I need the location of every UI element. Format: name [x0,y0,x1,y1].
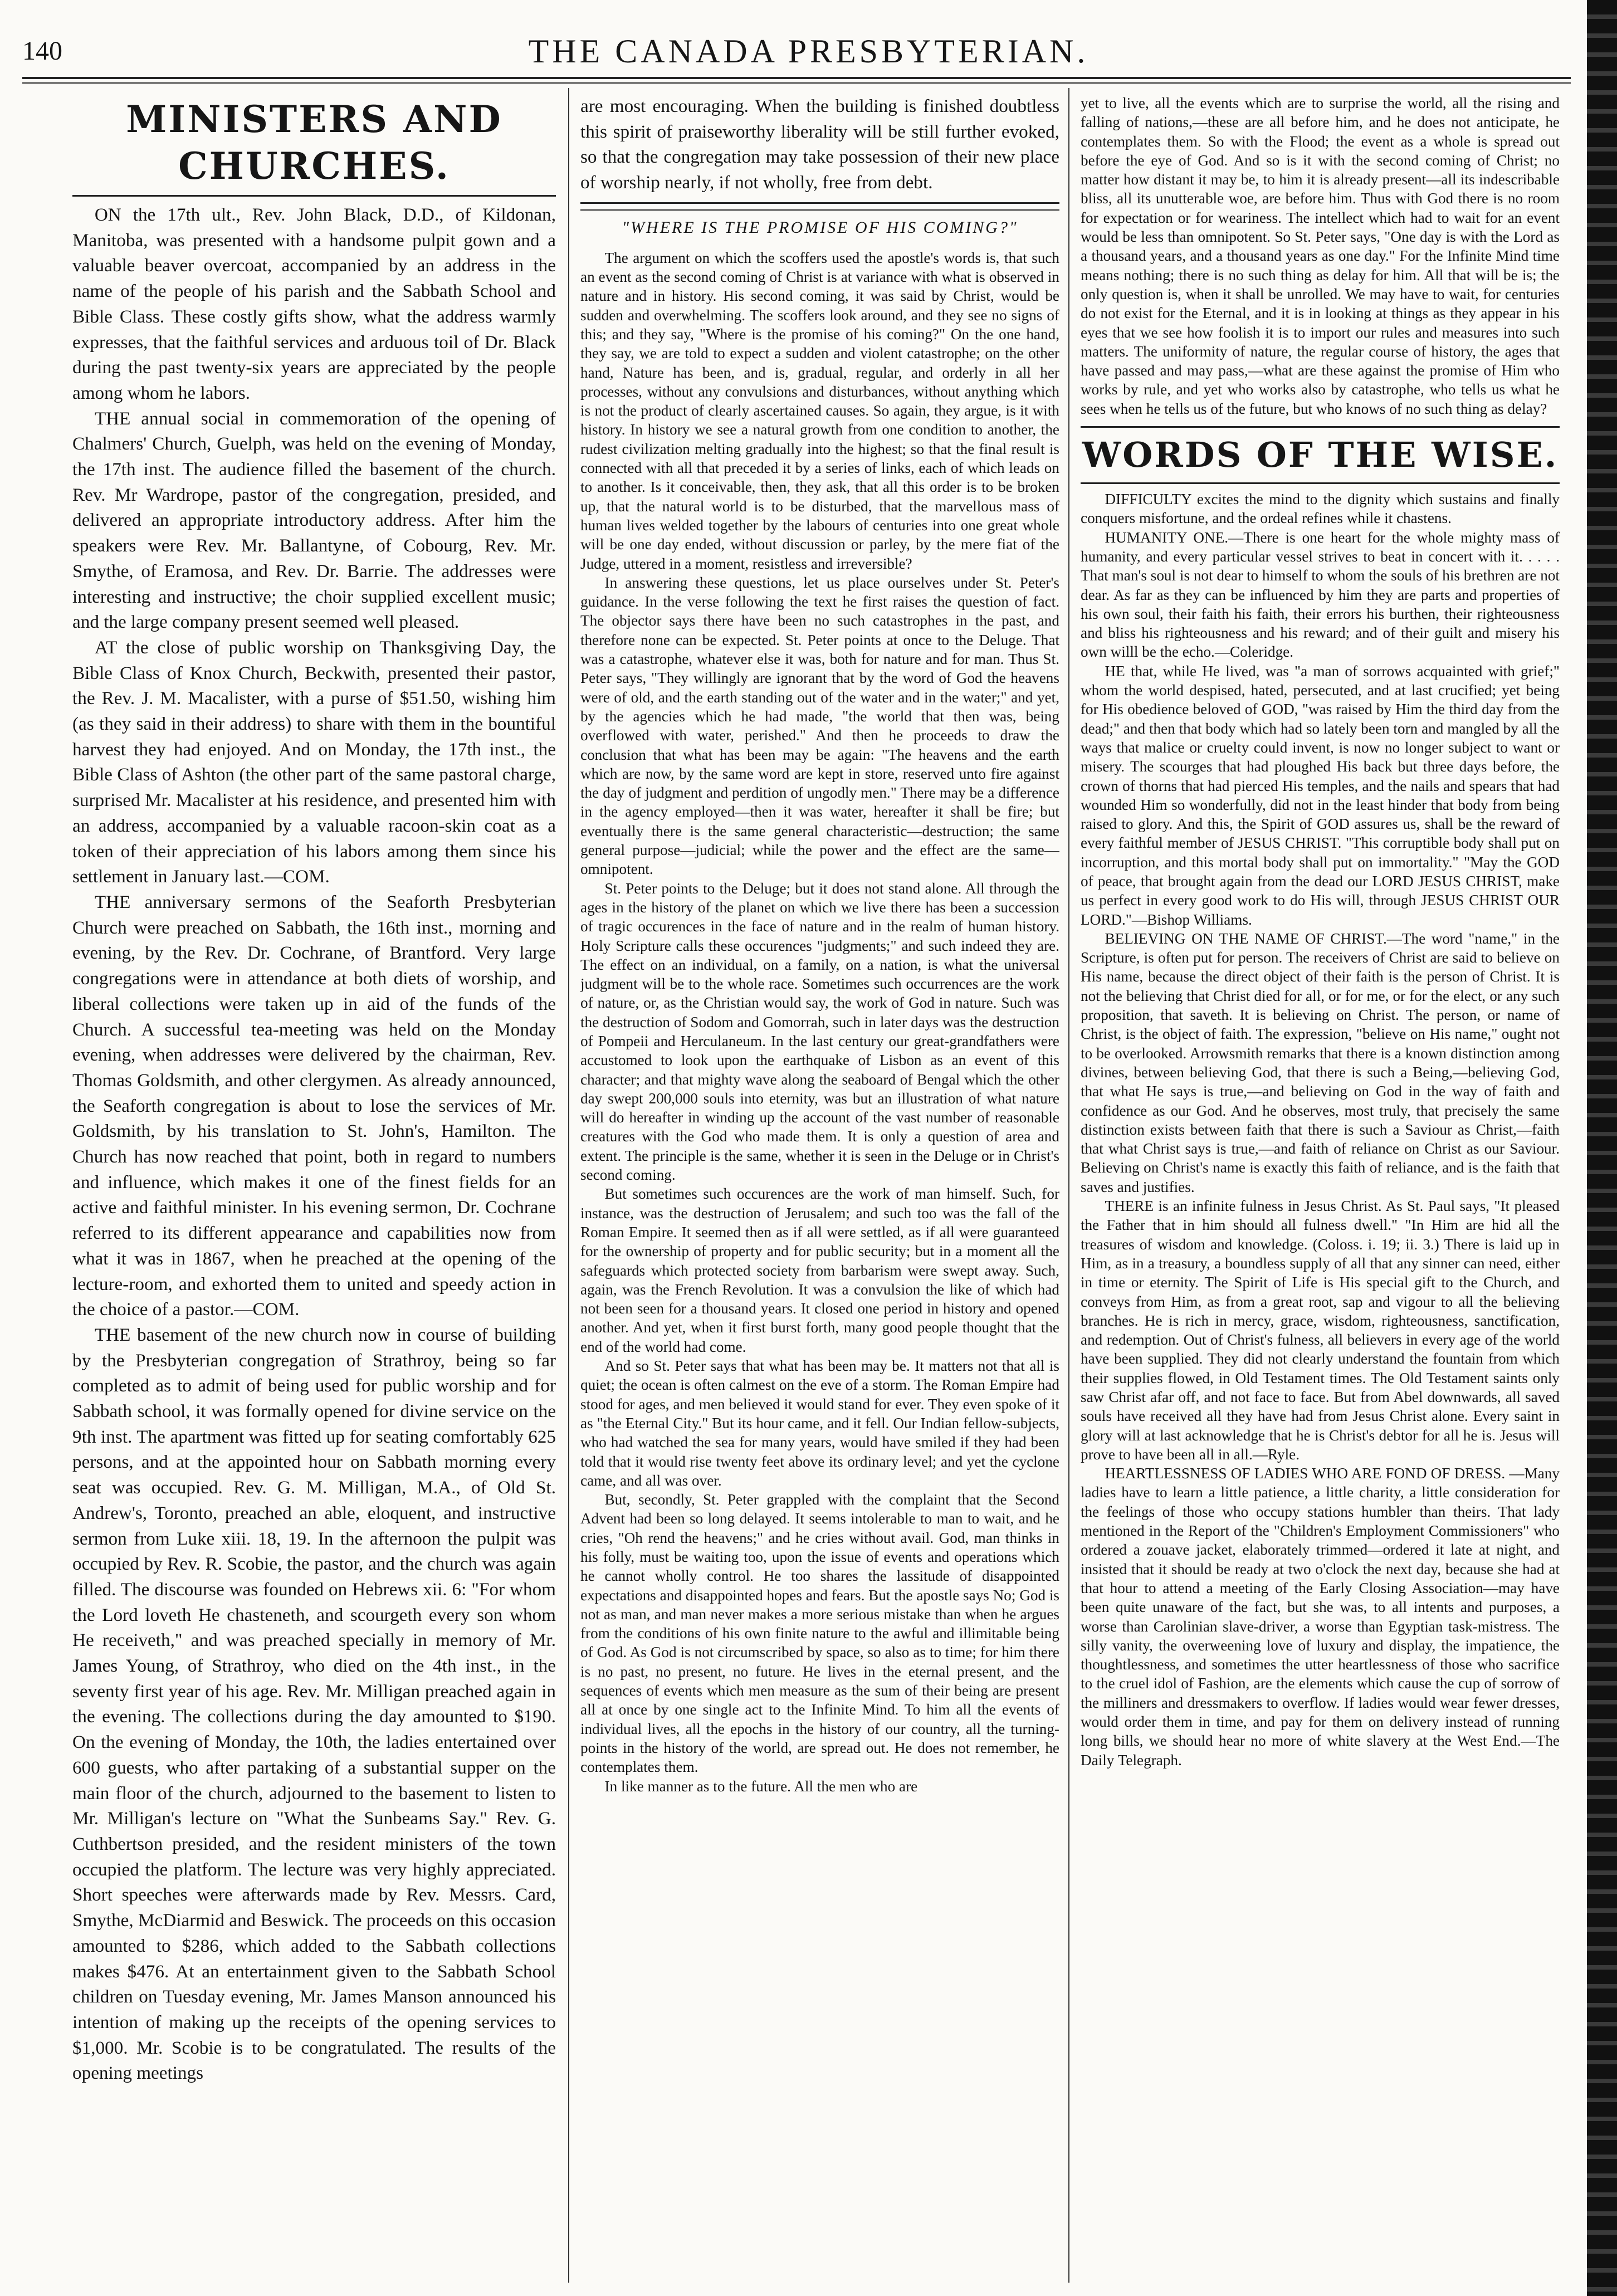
section-title-ministers-and-churches: MINISTERS AND CHURCHES. [126,97,502,188]
column-right [1081,94,1560,2283]
news-paragraph: THE annual social in commemoration of the opening of Chalmers' Church, Guelph, was held on the evening of Monday, the 17th inst. The audience filled the basement of the church. Rev. Mr Wardrope, pastor of the congregation, presided, and delivered an appropriate introductory address. After him the speakers were Rev. Mr. Ballantyne, of Cobourg, Rev. Mr. Smythe, of Eramosa, and Rev. Dr. Barrie. The addresses were interesting and instructive; the choir supplied excellent music; and the large company present seemed well pleased. [72,408,556,633]
masthead-title: THE CANADA PRESBYTERIAN. [528,33,1089,70]
scan-edge-strip [1587,0,1617,2296]
continued-paragraph: are most encouraging. When the building is finished doubtless this spirit of praiseworthy liberality will be still further evoked, so that the congregation may take possession of their new place of worship nearly, if not wholly, free from debt. [580,96,1059,193]
article-paragraph: St. Peter points to the Deluge; but it does not stand alone. All through the ages in the history of the planet on which we live there has been a succession of tragic occurences in the face of nature and in the realm of human history. Holy Scripture calls these occurences "judgments;" and such indeed they are. The effect on an individual, on a family, on a nation, is what the universal judgment will be to the whole race. Sometimes such occurrences are the work of nature, or, as the Christian would say, the work of God in nature. Such was the destruction of Sodom and Gomorrah, such in later days was the destruction of Pompeii and Herculaneum. In the last century our great-grandfathers were accustomed to look upon the earthquake of Lisbon as an event of this character; and that mighty wave along the seaboard of Bengal which the other day swept 200,000 souls into eternity, was but an illustration of what nature will do hereafter in winding up the account of the vast number of reasonable creatures with the God who made them. It is only a question of area and extent. The principle is the same, whether it is seen in the Deluge or in Christ's second coming. [580,880,1059,1184]
news-paragraph: ON the 17th ult., Rev. John Black, D.D., of Kildonan, Manitoba, was presented with a handsome pulpit gown and a valuable beaver overcoat, accompanied by an address in the name of the people of his parish and the Sabbath School and Bible Class. These costly gifts show, what the address warmly expresses, that the faithful services and arduous toil of Dr. Black during the past twenty-six years are appreciated by the people among whom he labors. [72,204,556,403]
article-paragraph: In like manner as to the future. All the men who are [604,1777,918,1795]
article-rule-thin [580,209,1059,211]
news-paragraph: THE anniversary sermons of the Seaforth Presbyterian Church were preached on Sabbath, the 16th inst., morning and evening, by the Rev. Dr. Cochrane, of Brantford. Very large congregations were in attendance at both diets of worship, and liberal collections were taken up in aid of the funds of the Church. A successful tea-meeting was held on the Monday evening, when addresses were delivered by the chairman, Rev. Thomas Goldsmith, and other clergymen. As already announced, the Seaforth congregation is about to lose the services of Mr. Goldsmith, by his translation to St. John's, Hamilton. The Church has now reached that point, both in regard to numbers and influence, which makes it one of the finest fields for an active and faithful minister. In his evening sermon, Dr. Cochrane referred to its different appearance and capabilities now from what it was in 1867, when he preached at the opening of the lecture-room, and exhorted them to united and speedy action in the choice of a pastor.—COM. [72,891,556,1320]
section-rule [1081,426,1560,428]
quote-paragraph: HUMANITY ONE.—There is one heart for the whole mighty mass of humanity, and every particular vessel strives to beat in concert with it. . . . . That man's soul is not dear to himself to whom the souls of his brethren are not dear. As far as they can be influenced by him they are parts and properties of his own soul, their faith his faith, their errors his burthen, their righteousness and bliss his righteousness and his reward; and of their guilt and misery his own willl be the echo.—Coleridge. [1081,529,1560,661]
column-ministers-and-churches [72,94,556,2283]
quote-paragraph: BELIEVING ON THE NAME OF CHRIST.—The word "name," in the Scripture, is often put for person. The receivers of Christ are said to believe on His name, because the direct object of their faith is the person of Christ. It is not the believing that Christ died for all, or for me, or for the elect, or any such proposition, that saveth. It is believing on Christ. The person, or name of Christ, is the object of faith. The expression, "believe on His name," ought not to be overlooked. Arrowsmith remarks that there is a known distinction among divines, between believing God, that there is such a Being,—believing God, that what He says is true,—and believing on God in the way of faith and confidence as our God. And he observes, most truly, that precisely the same distinction exists between faith that there is such a Saviour as Christ,—faith that what Christ says is true,—and faith of reliance on Christ as our Saviour. Believing on Christ's name is exactly this faith of reliance, and is the faith that saves and justifies. [1081,930,1560,1195]
article-paragraph: The argument on which the scoffers used the apostle's words is, that such an event as the second coming of Christ is at variance with what is observed in nature and in history. His second coming, it was said by Christ, would be sudden and overwhelming. The scoffers look around, and they see no signs of this; and they say, "Where is the promise of his coming?" On the one hand, they say, we are told to expect a sudden and violent catastrophe; on the other hand, Nature has been, and is, gradual, regular, and orderly in all her processes, without any convulsions and disturbances, without anything which is not the product of clearly ascertained causes. So again, they argue, is it with history. In history we see a natural growth from one condition to another, the rudest civilization melting gradually into the highest; so that the final result is connected with all that preceded it by a series of links, each of which leads on to another. Is it conceivable, then, they ask, that all this order is to be broken up, that the natural world is to be disturbed, that the marvellous mass of human lives welded together by the labours of centuries into one great whole will be one day ended, without discussion or parley, by the mere fiat of the Judge, uttered in a moment, resistless and irreversible? [580,249,1059,572]
quote-paragraph: DIFFICULTY excites the mind to the dignity which sustains and finally conquers misfortune, and the ordeal refines while it chastens. [1081,491,1560,527]
quote-paragraph: THERE is an infinite fulness in Jesus Christ. As St. Paul says, "It pleased the Father that in him should all fulness dwell." "In Him are hid all the treasures of wisdom and knowledge. (Coloss. i. 19; ii. 3.) There is laid up in Him, as in a treasury, a boundless supply of all that any sinner can need, either in time or eternity. The Spirit of Life is His special gift to the Church, and conveys from Him, as from a great root, sap and vigour to all the believing branches. He is rich in mercy, grace, wisdom, righteousness, sanctification, and redemption. Out of Christ's fulness, all believers in every age of the world have been supplied. They did not clearly understand the fountain from which their supplies flowed, in Old Testament times. The Old Testament saints only saw Christ afar off, and not face to face. But from Abel downwards, all saved souls have received all they have had from Jesus Christ alone. Every saint in glory will at last acknowledge that he is Christ's debtor for all he is. Jesus will prove to have been all in all.—Ryle. [1081,1198,1560,1463]
masthead-rule [22,77,1571,79]
section-rule [72,195,556,197]
article-paragraph: In answering these questions, let us place ourselves under St. Peter's guidance. In the verse following the text he first raises the question of fact. The objector says there have been no such catastrophes in the past, and therefore none can be expected. St. Peter points at once to the Deluge. That was a catastrophe, whatever else it was, both for nature and for man. Thus St. Peter says, "They willingly are ignorant that by the word of God the heavens were of old, and the earth standing out of the water and in the water;" and yet, by the agencies which he had made, "the world that then was, being overflowed with water, perished." And then he proceeds to draw the conclusion that what has been may be again: "The heavens and the earth which are now, by the same word are kept in store, reserved unto fire against the day of judgment and perdition of ungodly men." There may be a difference in the agency employed—then it was water, hereafter it shall be fire; but eventually there is the same general characteristic—destruction; the same general purpose—judicial; while the power and the effect are the same—omnipotent. [580,574,1059,878]
column-divider [568,88,569,2283]
masthead-rule-thin [22,82,1571,84]
section-rule [1081,482,1560,484]
article-paragraph: And so St. Peter says that what has been may be. It matters not that all is quiet; the ocean is often calmest on the eve of a storm. The Roman Empire had stood for ages, and men believed it would stand for ever. They even spoke of it as "the Eternal City." But its hour came, and it fell. Our Indian fellow-subjects, who had watched the sea for many years, would have smiled if they had been told that it would rise twenty feet above its ordinary level; and yet the cyclone came, and all was over. [580,1357,1059,1489]
column-middle [580,94,1059,2283]
article-paragraph: But, secondly, St. Peter grappled with the complaint that the Second Advent had been so long delayed. It seems intolerable to man to wait, and he cries, "Oh rend the heavens;" and he cries without avail. God, man thinks in his folly, must be waiting too, upon the issue of events and operations which he cannot wholly control. He too shares the lassitude of disappointed expectations and disappointed hopes and fears. But the apostle says No; God is not as man, and man never makes a more serious mistake than when he argues from the conditions of his own finite nature to the awful and illimitable being of God. As God is not circumscribed by space, so also as to time; for him there is no past, no present, no future. He lives in the eternal present, and the sequences of events which men measure as the sum of their being are present all at once by one single act to the Infinite Mind. To him all the events of individual lives, all the epochs in the history of our country, all the turning-points in the history of the world, are spread out. He does not remember, he contemplates them. [580,1491,1059,1776]
quote-paragraph: HEARTLESSNESS OF LADIES WHO ARE FOND OF DRESS. —Many ladies have to learn a little patience, a little charity, a little consideration for the feelings of those who occupy stations humbler than theirs. That lady mentioned in the Report of the "Children's Employment Commissioners" who ordered a zouave jacket, elaborately trimmed—ordered it late at night, and insisted that it should be ready at two o'clock the next day, because she had at that hour to attend a meeting of the Early Closing Association—may have been quite unaware of the fact, but she was, to all intents and purposes, a worse than Carolinian slave-driver, a worse than Egyptian task-mistress. The silly vanity, the overweening love of luxury and display, the impatience, the thoughtlessness, and sometimes the utter heartlessness of those who sacrifice to the cruel idol of Fashion, are the elements which cause the cup of sorrow of the milliners and dressmakers to overflow. If ladies would wear fewer dresses, would order them in time, and pay for them on delivery instead of running long bills, we should hear no more of white slavery at the West End.—The Daily Telegraph. [1081,1465,1560,1769]
continued-paragraph: yet to live, all the events which are to surprise the world, all the rising and falling of nations,—these are all before him, and he does not anticipate, he contemplates them. So with the Flood; the event as a whole is spread out before the eye of God. And so is it with the second coming of Christ; no matter how distant it may be, to him it is already present—all its indescribable bliss, all its unutterable woe, are before him. Thus with God there is no room for expectation or for weariness. The intellect which had to wait for an event would be less than omnipotent. So St. Peter says, "One day is with the Lord as a thousand years, and a thousand years as one day." For the Infinite Mind time means nothing; there is no such thing as delay for him. All that will be is; the only question is, when it shall be unrolled. We may have to wait, for centuries do not exist for the Eternal, and it is in looking at things as they appear in his eyes that we see how foolish it is to import our rules and measures into such matters. The uniformity of nature, the regular course of history, the ages that have passed and may pass,—what are these against the promise of Him who works by rule, and yet who works also by catastrophe, who tells us what he sees when he tells us of the future, but who knows of no such thing as delay? [1081,95,1560,417]
quote-paragraph: HE that, while He lived, was "a man of sorrows acquainted with grief;" whom the world despised, hated, persecuted, and at last crucified; yet being for His obedience beloved of GOD, "was raised by Him the third day from the dead;" and then that body which had so lately been torn and mangled by all the ways that malice or cruelty could invent, is now no longer subject to want or misery. The scourges that had ploughed His back but three days before, the crown of thorns that had pierced His temples, and the nails and spears that had wounded Him so wonderfully, did not in the least hinder that body from being raised to glory. And this, the Spirit of GOD assures us, shall be the reward of every faithful member of JESUS CHRIST. "This corruptible body shall put on incorruption, and this mortal body shall put on immortality." "May the GOD of peace, that brought again from the dead our LORD JESUS CHRIST, make us perfect in every good work to do His will, through JESUS CHRIST OUR LORD."—Bishop Williams. [1081,662,1560,928]
article-paragraph: But sometimes such occurences are the work of man himself. Such, for instance, was the destruction of Jerusalem; and such too was the fall of the Roman Empire. It seemed then as if all were settled, as if all were guaranteed for the ownership of property and for public security; but in a moment all the safeguards which protected society from barbarism were swept away. Such, again, was the French Revolution. It was a convulsion the like of which had not been seen for a thousand years. It closed one period in history and opened another. And yet, when it first burst forth, many good people thought that the end of the world had come. [580,1185,1059,1355]
article-title: "WHERE IS THE PROMISE OF HIS COMING?" [622,218,1018,237]
news-paragraph: AT the close of public worship on Thanksgiving Day, the Bible Class of Knox Church, Beckwith, presented their pastor, the Rev. J. M. Macalister, with a purse of $51.50, wishing him (as they said in their address) to share with them in the bountiful harvest they had enjoyed. And on Monday, the 17th inst., the Bible Class of Ashton (the other part of the same pastoral charge, surprised Mr. Macalister at his residence, and presented him with an address, accompanied by a valuable racoon-skin coat as a token of their appreciation of his labors among them since his settlement in January last.—COM. [72,637,556,887]
column-divider [1068,88,1069,2283]
section-title-words-of-the-wise: WORDS OF THE WISE. [1082,434,1559,476]
article-rule [580,202,1059,204]
news-paragraph: THE basement of the new church now in course of building by the Presbyterian congregation of Strathroy, being so far completed as to admit of being used for public worship and for Sabbath school, it was formally opened for divine service on the 9th inst. The apartment was fitted up for seating comfortably 625 persons, and at the appointed hour on Sabbath morning every seat was occupied. Rev. G. M. Milligan, M.A., of Old St. Andrew's, Toronto, preached an able, eloquent, and instructive sermon from Luke xiii. 18, 19. In the afternoon the pulpit was occupied by Rev. R. Scobie, the pastor, and the church was again filled. The discourse was founded on Hebrews xii. 6: "For whom the Lord loveth He chasteneth, and scourgeth every son whom He receiveth," and was preached specially in memory of Mr. James Young, of Strathroy, who died on the 4th inst., in the seventy first year of his age. Rev. Mr. Milligan preached again in the evening. The collections during the day amounted to $190. On the evening of Monday, the 10th, the ladies entertained over 600 guests, who after partaking of a substantial supper on the main floor of the church, adjourned to the basement to listen to Mr. Milligan's lecture on "What the Sunbeams Say." Rev. G. Cuthbertson presided, and the resident ministers of the town occupied the platform. The lecture was very highly appreciated. Short speeches were afterwards made by Rev. Messrs. Card, Smythe, McDiarmid and Beswick. The proceeds on this occasion amounted to $286, which added to the Sabbath collections makes $476. At an entertainment given to the Sabbath School children on Tuesday evening, Mr. James Manson announced his intention of making up the receipts of the opening services to $1,000. Mr. Scobie is to be congratulated. The results of the opening meetings [72,1324,556,2084]
page-number: 140 [22,36,62,66]
